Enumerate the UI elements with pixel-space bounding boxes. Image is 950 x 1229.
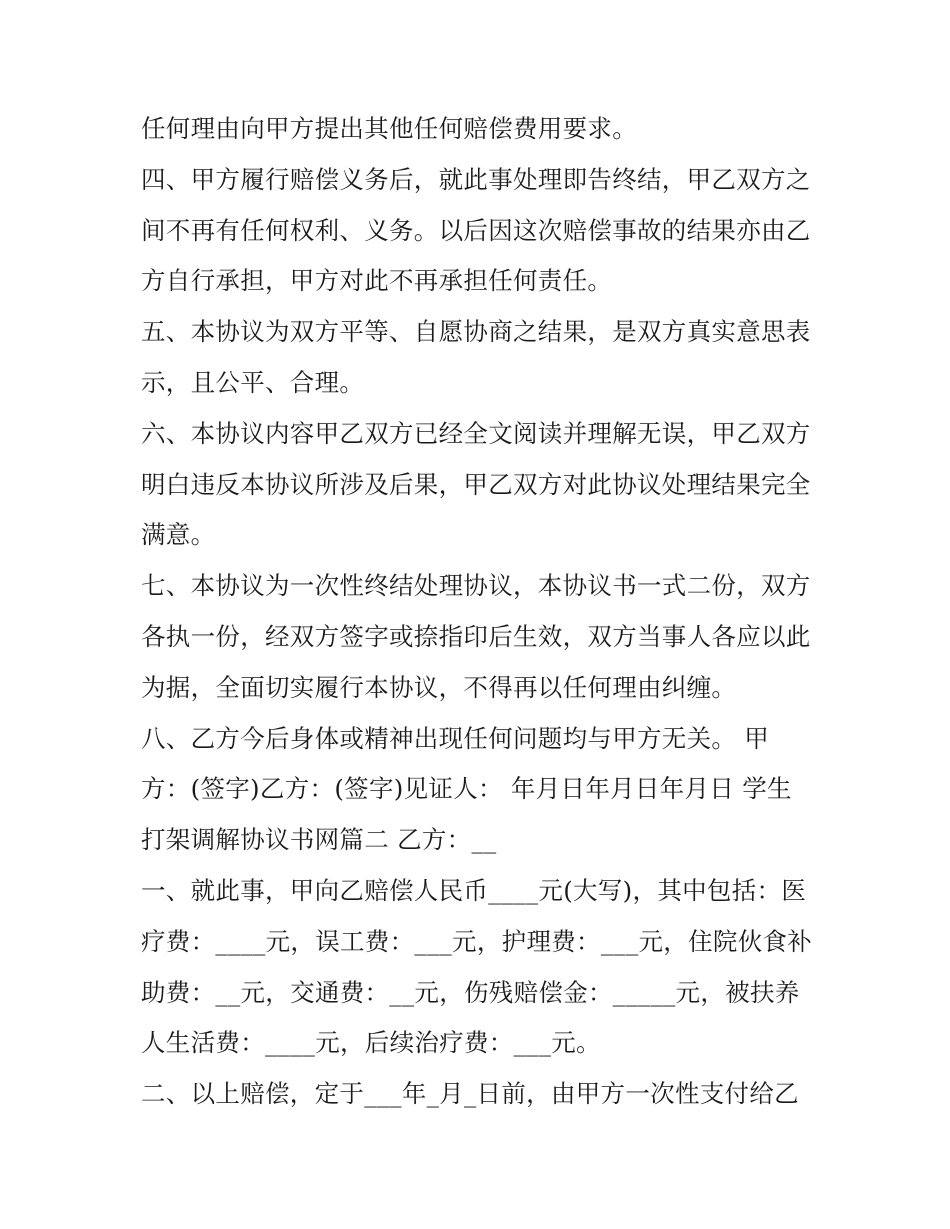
text-line: 七、本协议为一次性终结处理协议，本协议书一式二份，双方 bbox=[141, 571, 811, 601]
text-line: 五、本协议为双方平等、自愿协商之结果，是双方真实意思表 bbox=[141, 317, 811, 347]
text-line: 间不再有任何权利、义务。以后因这次赔偿事故的结果亦由乙 bbox=[141, 215, 811, 245]
text-line: 八、乙方今后身体或精神出现任何问题均与甲方无关。 甲 bbox=[141, 723, 770, 753]
text-line: 任何理由向甲方提出其他任何赔偿费用要求。 bbox=[141, 114, 637, 143]
text-line: 明白违反本协议所涉及后果，甲乙双方对此协议处理结果完全 bbox=[141, 469, 811, 499]
text-line: 一、就此事，甲向乙赔偿人民币____元(大写)，其中包括：医 bbox=[141, 875, 807, 905]
text-line: 方自行承担，甲方对此不再承担任何责任。 bbox=[141, 266, 613, 296]
text-line: 各执一份，经双方签字或捺指印后生效，双方当事人各应以此 bbox=[141, 621, 811, 651]
text-line: 为据，全面切实履行本协议，不得再以任何理由纠缠。 bbox=[141, 672, 737, 702]
text-line: 助费：__元，交通费：__元，伤残赔偿金：_____元，被扶养 bbox=[141, 977, 800, 1007]
text-line: 六、本协议内容甲乙双方已经全文阅读并理解无误，甲乙双方 bbox=[141, 418, 811, 448]
text-line: 人生活费：____元，后续治疗费：___元。 bbox=[141, 1028, 601, 1058]
text-line: 疗费：____元，误工费：___元，护理费：___元，住院伙食补 bbox=[141, 926, 813, 956]
text-line: 四、甲方履行赔偿义务后，就此事处理即告终结，甲乙双方之 bbox=[141, 164, 811, 194]
text-line: 打架调解协议书网篇二 乙方：__ bbox=[141, 825, 497, 855]
text-line: 示，且公平、合理。 bbox=[141, 367, 365, 397]
text-line: 二、以上赔偿，定于___年_月_日前，由甲方一次性支付给乙 bbox=[141, 1079, 799, 1109]
text-line: 满意。 bbox=[141, 520, 216, 550]
document-body bbox=[141, 104, 841, 1120]
text-line: 方：(签字)乙方：(签字)见证人： 年月日年月日年月日 学生 bbox=[141, 774, 792, 804]
